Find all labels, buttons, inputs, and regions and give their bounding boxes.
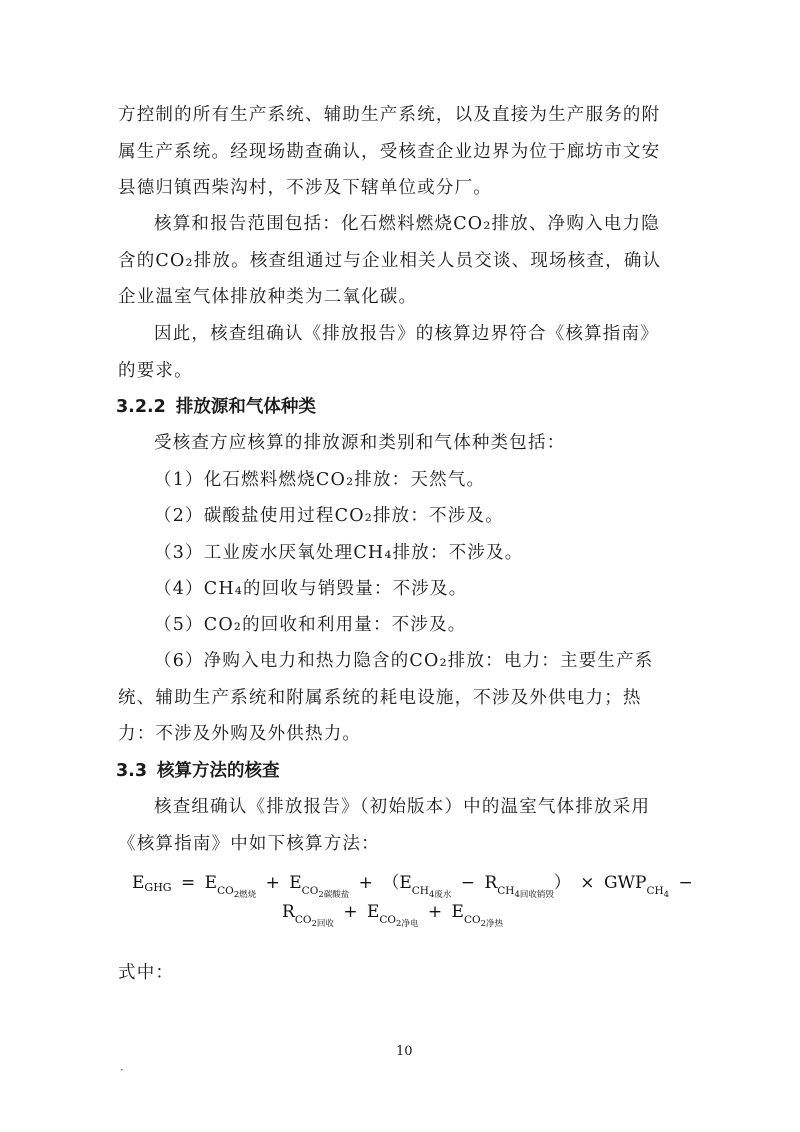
text-line: 受核查方应核算的排放源和类别和气体种类包括：	[154, 433, 566, 453]
formula-subscript: CH	[646, 885, 664, 897]
formula-operator: −	[460, 873, 476, 893]
list-item: （3）工业废水厌氧处理CH₄排放：不涉及。	[154, 543, 524, 563]
text-line: 的要求。	[118, 360, 193, 381]
formula-subscript: 2	[318, 890, 324, 900]
formula-subscript: CO	[463, 914, 481, 926]
page-number: 10	[396, 1044, 413, 1059]
text-line: 因此，核查组确认《排放报告》的核算边界符合《核算指南》	[154, 324, 659, 344]
formula-subscript: 净电	[401, 919, 419, 929]
formula-subscript: CO	[301, 885, 319, 897]
formula-subscript: 碳酸盐	[323, 890, 350, 900]
text-line: 统、辅助生产系统和附属系统的耗电设施，不涉及外供电力；热	[118, 687, 642, 708]
section-heading-3-3	[116, 753, 280, 789]
formula-subscript: CO	[217, 885, 234, 897]
formula-subscript: 4	[663, 890, 670, 900]
paragraph-method	[118, 789, 690, 862]
formula-subscript: 2	[233, 890, 240, 900]
formula-subscript: CO	[294, 914, 312, 926]
formula-subscript: CH	[411, 885, 429, 897]
formula-symbol: E	[132, 873, 145, 893]
formula-subscript: 回收	[316, 919, 334, 929]
formula-subscript: 废水	[434, 890, 452, 900]
list-item: （4）CH₄的回收与销毁量：不涉及。	[154, 579, 468, 599]
formula-subscript: 燃烧	[239, 890, 257, 900]
formula-symbol: E	[451, 902, 464, 922]
formula-symbol: E	[399, 873, 412, 893]
formula-subscript: 净热	[486, 919, 504, 929]
text-line: 属生产系统。经现场勘查确认，受核查企业边界为位于廊坊市文安	[118, 141, 661, 162]
formula-symbol: E	[289, 873, 302, 893]
text-line: 式中：	[118, 963, 175, 983]
formula-symbol: R	[282, 902, 295, 922]
formula-subscript: 2	[396, 919, 402, 929]
formula-operator: +	[343, 902, 358, 922]
formula-line-2	[282, 902, 800, 929]
section-title: 排放源和气体种类	[175, 397, 316, 417]
formula-subscript: CO	[379, 914, 397, 926]
list-item-6	[118, 643, 690, 753]
formula-operator: ×	[580, 873, 595, 893]
text-line: 企业温室气体排放种类为二氧化碳。	[118, 287, 418, 307]
formula-operator: +	[358, 873, 373, 893]
text-line: 县德归镇西柴沟村，不涉及下辖单位或分厂。	[118, 178, 492, 198]
formula-subscript: GHG	[144, 881, 172, 894]
paragraph-intro	[118, 425, 690, 462]
list-item: （2）碳酸盐使用过程CO₂排放：不涉及。	[154, 506, 504, 526]
paragraph-boundary-continued	[118, 97, 690, 207]
formula-subscript: 4	[514, 890, 520, 900]
text-line: 核算和报告范围包括：化石燃料燃烧CO₂排放、净购入电力隐	[154, 214, 660, 234]
text-line: （6）净购入电力和热力隐含的CO₂排放：电力：主要生产系	[154, 651, 654, 671]
formula-subscript: 2	[311, 919, 317, 929]
formula-operator: −	[678, 873, 693, 893]
formula-symbol: E	[366, 902, 380, 922]
scan-speck: ·	[120, 1063, 124, 1077]
list-item: （1）化石燃料燃烧CO₂排放：天然气。	[154, 470, 486, 490]
formula-subscript: 回收销毁	[519, 890, 554, 900]
section-title: 核算方法的核查	[157, 761, 280, 781]
formula-subscript: CH	[497, 885, 515, 897]
text-line: 《核算指南》中如下核算方法：	[118, 833, 380, 854]
formula-paren: （	[382, 873, 400, 893]
text-line: 核查组确认《排放报告》（初始版本）中的温室气体排放采用	[154, 797, 651, 817]
formula-operator: +	[265, 873, 280, 893]
text-line: 含的CO₂排放。核查组通过与企业相关人员交谈、现场核查，确认	[118, 250, 662, 271]
formula-subscript: 2	[480, 919, 487, 929]
section-number: 3.3	[116, 761, 148, 781]
formula-operator: +	[427, 902, 443, 922]
formula-operator: =	[181, 873, 196, 893]
text-line: 方控制的所有生产系统、辅助生产系统，以及直接为生产服务的附	[118, 105, 661, 125]
formula-symbol: R	[484, 873, 498, 893]
formula-symbol: GWP	[603, 873, 647, 893]
paragraph-where	[118, 955, 690, 992]
formula-subscript: 4	[428, 890, 435, 900]
text-line: 力：不涉及外购及外供热力。	[118, 724, 362, 744]
list-item: （5）CO₂的回收和利用量：不涉及。	[154, 615, 467, 635]
formula-paren: ）	[553, 873, 571, 893]
paragraph-scope	[118, 206, 690, 316]
section-number: 3.2.2	[116, 397, 166, 417]
paragraph-conclusion	[118, 316, 690, 389]
formula-symbol: E	[204, 873, 218, 893]
section-heading-3-2-2	[116, 389, 316, 425]
formula-line-1	[132, 868, 704, 900]
